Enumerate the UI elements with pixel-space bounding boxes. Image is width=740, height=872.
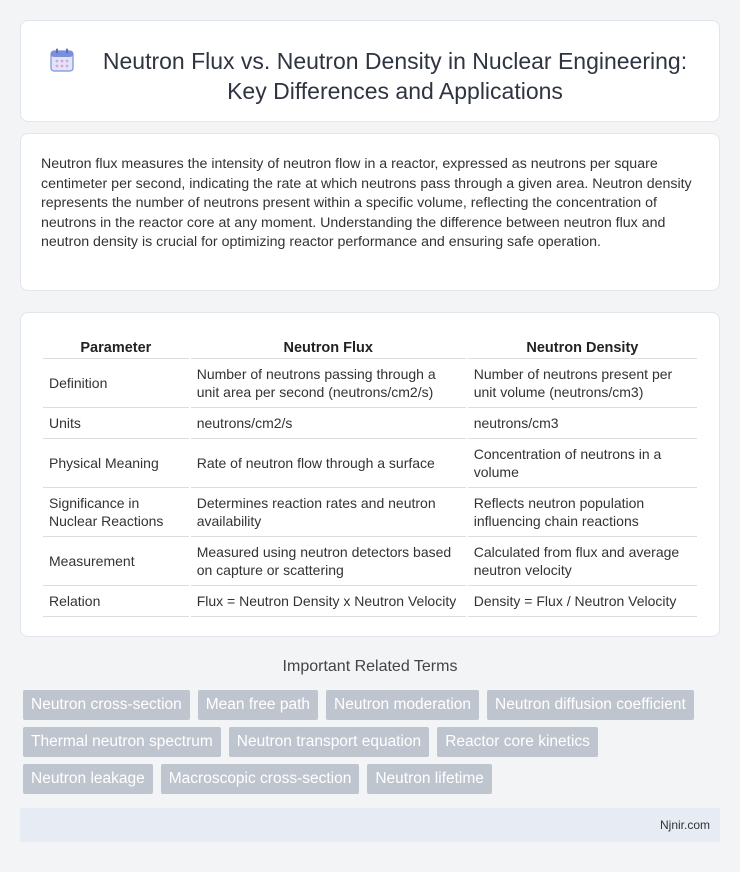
row-parameter: Relation [43, 586, 189, 617]
related-terms-heading: Important Related Terms [282, 658, 458, 675]
row-parameter: Definition [43, 359, 189, 408]
row-density: Reflects neutron population influencing chain reactions [468, 488, 697, 537]
row-flux: Rate of neutron flow through a surface [191, 439, 466, 488]
comparison-table [41, 335, 699, 617]
header-neutron-density: Neutron Density [468, 335, 697, 359]
related-term-tag[interactable]: Neutron diffusion coefficient [487, 690, 694, 720]
intro-card [20, 133, 720, 291]
related-term-tag[interactable]: Neutron cross-section [23, 690, 190, 720]
table-row [43, 359, 697, 408]
related-term-tag[interactable]: Mean free path [198, 690, 318, 720]
page-title: Neutron Flux vs. Neutron Density in Nuclear Engineering: Key Differences and Applications [102, 48, 688, 104]
calendar-icon [49, 47, 75, 73]
related-term-tag[interactable]: Neutron moderation [326, 690, 479, 720]
table-row [43, 408, 697, 439]
footer [20, 808, 720, 842]
row-parameter: Units [43, 408, 189, 439]
footer-site-name[interactable]: Njnir.com [659, 818, 710, 832]
row-density: Density = Flux / Neutron Velocity [468, 586, 697, 617]
row-flux: neutrons/cm2/s [191, 408, 466, 439]
table-row [43, 586, 697, 617]
related-term-tag[interactable]: Neutron transport equation [229, 727, 429, 757]
row-density: Calculated from flux and average neutron velocity [468, 537, 697, 586]
related-term-tag[interactable]: Reactor core kinetics [437, 727, 598, 757]
related-term-tag[interactable]: Macroscopic cross-section [161, 764, 360, 794]
row-flux: Flux = Neutron Density x Neutron Velocity [191, 586, 466, 617]
row-density: Concentration of neutrons in a volume [468, 439, 697, 488]
row-flux: Measured using neutron detectors based on capture or scattering [191, 537, 466, 586]
comparison-table-card [20, 312, 720, 637]
row-flux: Determines reaction rates and neutron availability [191, 488, 466, 537]
row-density: neutrons/cm3 [468, 408, 697, 439]
table-row [43, 488, 697, 537]
row-density: Number of neutrons present per unit volume (neutrons/cm3) [468, 359, 697, 408]
table-header-row [43, 335, 697, 359]
row-parameter: Measurement [43, 537, 189, 586]
related-term-tag[interactable]: Thermal neutron spectrum [23, 727, 221, 757]
row-flux: Number of neutrons passing through a unit area per second (neutrons/cm2/s) [191, 359, 466, 408]
header-neutron-flux: Neutron Flux [191, 335, 466, 359]
related-terms-list [23, 690, 723, 794]
related-term-tag[interactable]: Neutron leakage [23, 764, 153, 794]
title-card [20, 20, 720, 122]
table-row [43, 439, 697, 488]
row-parameter: Significance in Nuclear Reactions [43, 488, 189, 537]
header-parameter: Parameter [43, 335, 189, 359]
intro-paragraph: Neutron flux measures the intensity of neutron flow in a reactor, expressed as neutrons per square centimeter per second, indicating the rate at which neutrons pass through a given area. Neutron density represents the number of neutrons present within a specific volume, reflecting the concentration of neutrons in the reactor core at any moment. Understanding the difference between neutron flux and neutron density is crucial for optimizing reactor performance and ensuring safe operation. [41, 156, 692, 251]
related-term-tag[interactable]: Neutron lifetime [367, 764, 492, 794]
row-parameter: Physical Meaning [43, 439, 189, 488]
table-row [43, 537, 697, 586]
